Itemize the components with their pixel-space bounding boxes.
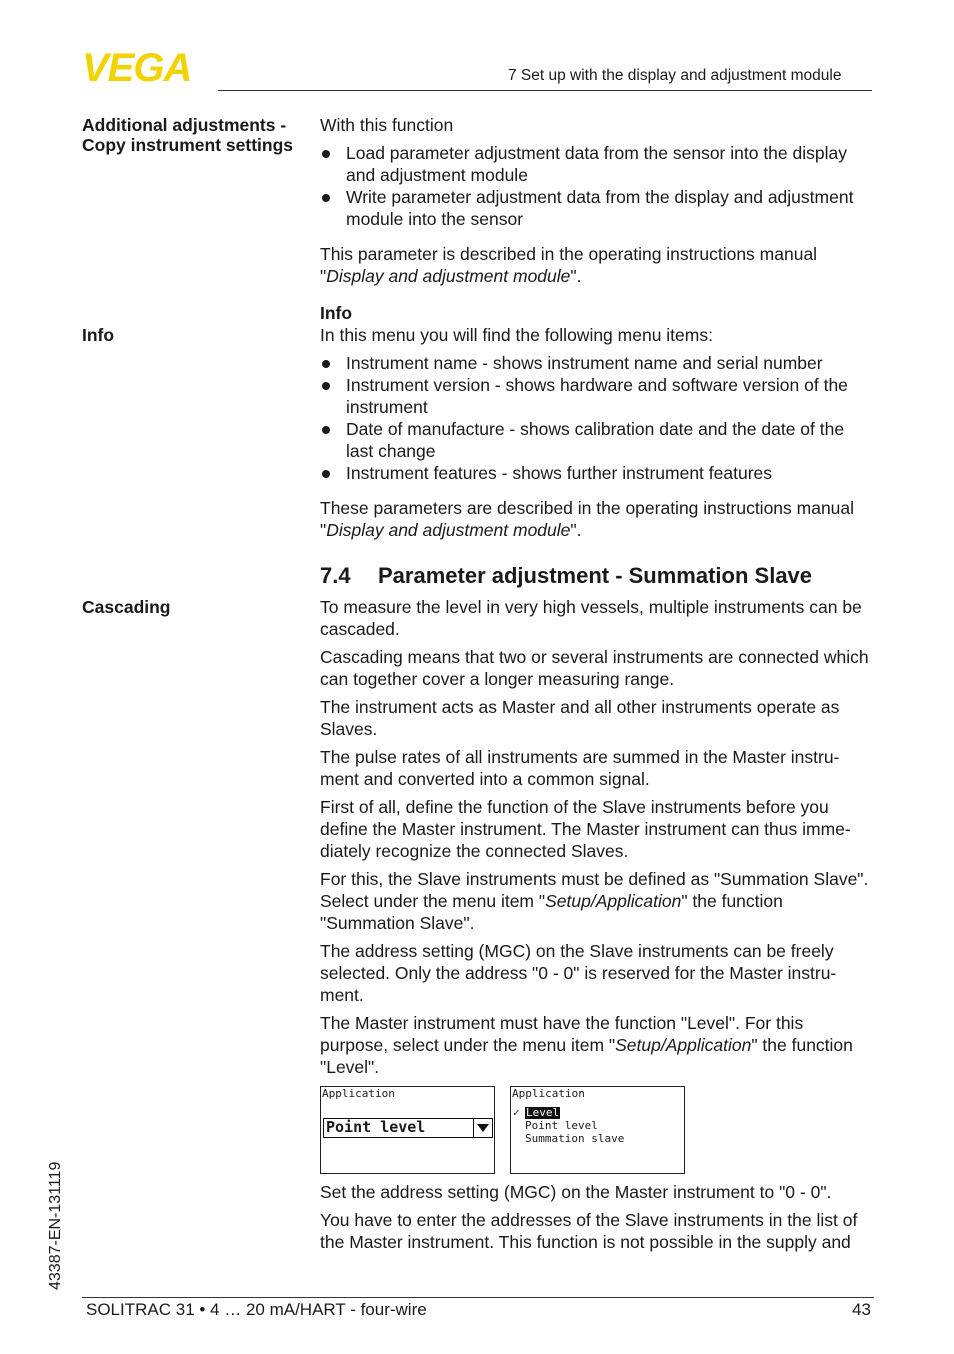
list-item: Instrument features - shows further instrument features	[320, 462, 876, 484]
cascading-paragraph: First of all, define the function of the Slave instruments before you define the Master instrument. The Master instrument can thus imme-diately recognize the connected Slaves.	[320, 797, 851, 861]
svg-text:VEGA: VEGA	[82, 50, 192, 84]
info-block	[320, 302, 876, 541]
screen-title: Application	[322, 1087, 395, 1100]
cascading-paragraph: The address setting (MGC) on the Slave instruments can be freely selected. Only the address "0 - 0" is reserved for the Master instru-ment.	[320, 941, 837, 1005]
cascading-paragraph: The Master instrument must have the function "Level". For this purpose, select under the menu item "Setup/Application" the function "Level".	[320, 1013, 853, 1077]
application-select[interactable]	[323, 1118, 493, 1138]
info-note: These parameters are described in the operating instructions manual "Display and adjustment module".	[320, 498, 855, 540]
copy-settings-block	[320, 114, 876, 287]
display-screen-options	[510, 1086, 685, 1174]
label-info: Info	[82, 325, 115, 345]
document-code: 43387-EN-131119	[47, 1161, 64, 1290]
cascading-paragraph: The pulse rates of all instruments are summed in the Master instru-ment and converted into a common signal.	[320, 747, 840, 789]
header-divider	[218, 90, 872, 91]
cascading-paragraph: Cascading means that two or several instruments are connected which can together cover a longer measuring range.	[320, 647, 869, 689]
cascading-block	[320, 596, 876, 1078]
cascading-paragraph: Set the address setting (MGC) on the Master instrument to "0 - 0".	[320, 1182, 832, 1202]
copy-bullet-list	[320, 142, 876, 230]
section-heading	[320, 562, 876, 590]
master-address-block	[320, 1181, 876, 1253]
cascading-paragraph: To measure the level in very high vessels, multiple instruments can be cascaded.	[320, 597, 862, 639]
info-bullet-list	[320, 352, 876, 484]
list-item: Instrument name - shows instrument name and serial number	[320, 352, 876, 374]
vega-logo	[82, 50, 212, 84]
info-heading: Info	[320, 303, 353, 323]
list-item: Instrument version - shows hardware and software version of the instrument	[320, 374, 876, 418]
label-cascading: Cascading	[82, 597, 171, 617]
header-section-title: 7 Set up with the display and adjustment module	[508, 67, 842, 84]
cascading-paragraph: The instrument acts as Master and all other instruments operate as Slaves.	[320, 697, 840, 739]
page-number: 43	[852, 1300, 871, 1319]
list-item: Date of manufacture - shows calibration date and the date of the last change	[320, 418, 876, 462]
copy-note: This parameter is described in the operating instructions manual "Display and adjustment module".	[320, 244, 818, 286]
option-point-level[interactable]: Point level	[525, 1119, 598, 1132]
list-item: Write parameter adjustment data from the display and adjustment module into the sensor	[320, 186, 876, 230]
checkmark-icon: ✓	[513, 1106, 520, 1119]
footer-divider	[82, 1297, 874, 1298]
option-level[interactable]: Level	[526, 1106, 560, 1119]
footer-product: SOLITRAC 31 • 4 … 20 mA/HART - four-wire	[86, 1300, 427, 1319]
info-intro: In this menu you will find the following menu items:	[320, 325, 713, 345]
option-summation-slave[interactable]: Summation slave	[525, 1132, 625, 1145]
cascading-paragraph: You have to enter the addresses of the Slave instruments in the list of the Master instrument. This function is not possible in the supply and	[320, 1210, 858, 1252]
copy-intro: With this function	[320, 115, 454, 135]
section-title: Parameter adjustment - Summation Slave	[378, 563, 813, 588]
application-select-value: Point level	[326, 1118, 426, 1136]
screen-title: Application	[512, 1087, 585, 1100]
section-number: 7.4	[320, 563, 351, 588]
cascading-paragraph: For this, the Slave instruments must be defined as "Summation Slave". Select under the menu item "Setup/Application" the function "Summation Slave".	[320, 869, 869, 933]
label-copy-settings: Additional adjustments - Copy instrument settings	[82, 115, 293, 155]
list-item: Load parameter adjustment data from the sensor into the display and adjustment module	[320, 142, 876, 186]
display-screen-dropdown	[320, 1086, 495, 1174]
chevron-down-icon[interactable]	[473, 1119, 492, 1137]
